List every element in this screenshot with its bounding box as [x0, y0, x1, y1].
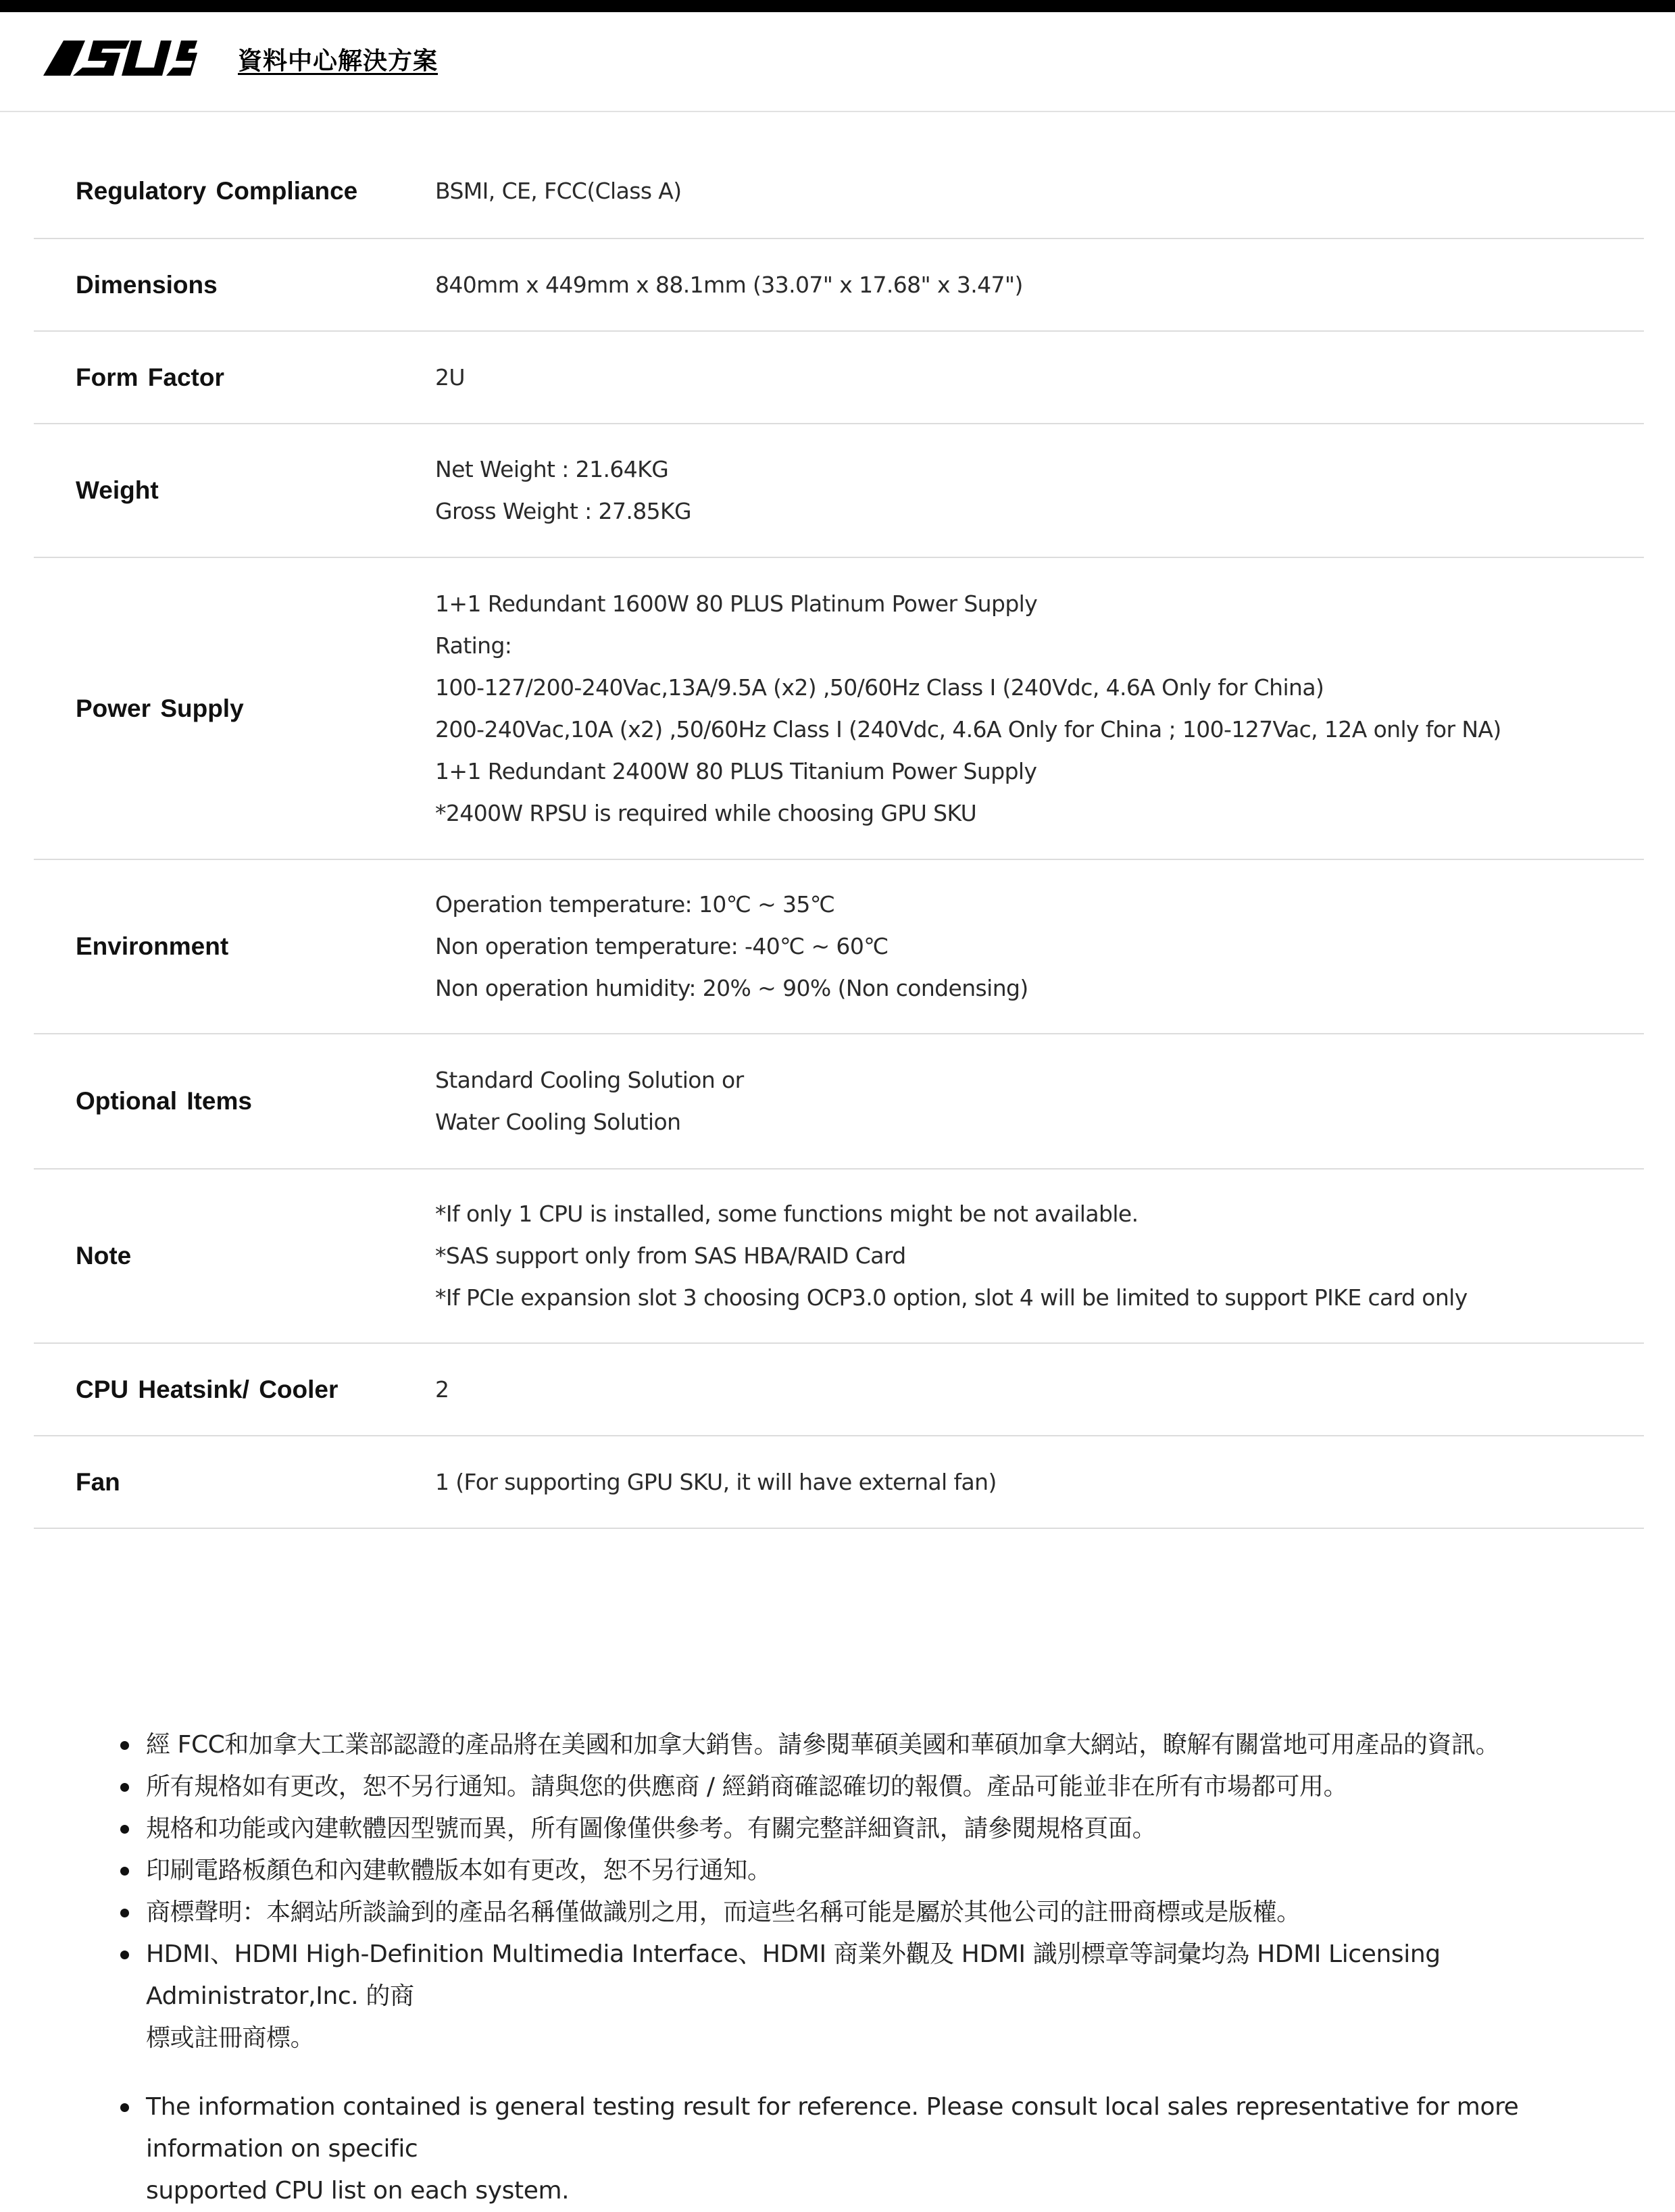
spec-value-line: Non operation humidity: 20% ~ 90% (Non condensing)	[435, 975, 1028, 1001]
spec-value	[435, 1461, 1644, 1503]
spec-row-weight	[34, 424, 1644, 558]
disclaimer-text: 商標聲明：本網站所談論到的產品名稱僅做識別之用，而這些名稱可能是屬於其他公司的註冊商標或是版權。	[146, 1899, 1301, 1926]
spec-value	[435, 170, 1644, 212]
spec-value	[435, 583, 1644, 834]
spec-row-optional-items	[34, 1034, 1644, 1170]
site-header	[0, 12, 1675, 112]
spec-label: Note	[76, 1242, 132, 1270]
spec-value-line: Rating:	[435, 632, 512, 659]
spec-label: Power Supply	[76, 694, 244, 722]
spec-value-line: Non operation temperature: -40℃ ~ 60℃	[435, 933, 889, 959]
spec-value-line: *SAS support only from SAS HBA/RAID Card	[435, 1242, 906, 1269]
spec-row-dimensions	[34, 239, 1644, 332]
spec-value-line: Standard Cooling Solution or	[435, 1067, 744, 1093]
spec-value-line: 100-127/200-240Vac,13A/9.5A (x2) ,50/60Hz Class I (240Vdc, 4.6A Only for China)	[435, 674, 1324, 701]
spec-row-fan	[34, 1436, 1644, 1529]
disclaimer-notes	[119, 1724, 1572, 2212]
disclaimer-list	[119, 1724, 1572, 2212]
spec-row-note	[34, 1170, 1644, 1344]
spec-label: Dimensions	[76, 270, 218, 299]
spec-value-line: Operation temperature: 10℃ ~ 35℃	[435, 891, 835, 918]
disclaimer-item	[119, 1850, 1572, 1892]
spec-label: CPU Heatsink/ Cooler	[76, 1375, 339, 1403]
spec-value-line: *2400W RPSU is required while choosing GPU SKU	[435, 799, 977, 826]
spec-value	[435, 1059, 1644, 1143]
spec-row-form-factor	[34, 332, 1644, 424]
asus-logo-text: ASUS	[41, 38, 43, 39]
disclaimer-text: 經 FCC和加拿大工業部認證的產品將在美國和加拿大銷售。請參閱華碩美國和華碩加拿大網站，瞭解有關當地可用產品的資訊。	[146, 1731, 1500, 1759]
top-bar	[0, 0, 1675, 12]
spec-value-line: 200-240Vac,10A (x2) ,50/60Hz Class I (240Vdc, 4.6A Only for China ; 100-127Vac, 12A only for NA)	[435, 715, 1501, 743]
disclaimer-item	[119, 1892, 1572, 1934]
spec-value	[435, 449, 1644, 532]
spec-value-line: 1+1 Redundant 1600W 80 PLUS Platinum Power Supply	[435, 590, 1038, 617]
spec-row-cpu-heatsink-cooler	[34, 1344, 1644, 1436]
spec-label: Optional Items	[76, 1087, 252, 1115]
spec-value-line: *If PCIe expansion slot 3 choosing OCP3.0 option, slot 4 will be limited to support PIKE card only	[435, 1284, 1468, 1311]
spec-value-line: 2	[435, 1376, 449, 1403]
datacenter-solutions-link[interactable]: 資料中心解決方案	[238, 47, 439, 75]
disclaimer-text: HDMI、HDMI High-Definition Multimedia Interface、HDMI 商業外觀及 HDMI 識別標章等詞彙均為 HDMI Licensing Administrator,Inc. 的商	[146, 1940, 1441, 2010]
disclaimer-item	[119, 1934, 1572, 2059]
disclaimer-text: 印刷電路板顏色和內建軟體版本如有更改，恕不另行通知。	[146, 1857, 772, 1884]
spec-value-line: Water Cooling Solution	[435, 1109, 681, 1135]
spec-value	[435, 884, 1644, 1009]
spec-value-line: *If only 1 CPU is installed, some functions might be not available.	[435, 1201, 1139, 1227]
spec-value-line: Gross Weight : 27.85KG	[435, 498, 692, 524]
spec-value-line: 2U	[435, 363, 465, 391]
asus-logo[interactable]	[41, 38, 197, 77]
spec-value-line: BSMI, CE, FCC(Class A)	[435, 178, 682, 204]
spec-value	[435, 1193, 1644, 1319]
disclaimer-item	[119, 2086, 1572, 2212]
spec-value	[435, 357, 1644, 399]
disclaimer-text: 規格和功能或內建軟體因型號而異，所有圖像僅供參考。有關完整詳細資訊，請參閱規格頁面。	[146, 1815, 1157, 1842]
spec-value-line: Net Weight : 21.64KG	[435, 456, 669, 482]
spec-value-line: 840mm x 449mm x 88.1mm (33.07" x 17.68" x 3.47")	[435, 271, 1023, 298]
spec-value	[435, 1369, 1644, 1411]
disclaimer-item	[119, 1808, 1572, 1850]
spec-row-power-supply	[34, 558, 1644, 860]
disclaimer-item	[119, 1724, 1572, 1766]
spec-table	[34, 145, 1644, 1529]
spec-value-line: 1+1 Redundant 2400W 80 PLUS Titanium Power Supply	[435, 757, 1037, 784]
disclaimer-text: 所有規格如有更改，恕不另行通知。請與您的供應商 / 經銷商確認確切的報價。產品可能並非在所有市場都可用。	[146, 1773, 1348, 1801]
spec-label: Weight	[76, 476, 159, 504]
spec-label: Form Factor	[76, 363, 224, 391]
spec-label: Fan	[76, 1467, 120, 1496]
spec-value-line: 1 (For supporting GPU SKU, it will have external fan)	[435, 1468, 997, 1495]
spec-row-environment	[34, 860, 1644, 1034]
spec-label: Regulatory Compliance	[76, 177, 358, 205]
disclaimer-text: 標或註冊商標。	[146, 2024, 315, 2052]
disclaimer-item	[119, 1766, 1572, 1808]
spec-label: Environment	[76, 932, 229, 960]
disclaimer-text: The information contained is general testing result for reference. Please consult local sales representative for more information on specific	[146, 2093, 1519, 2163]
disclaimer-text: supported CPU list on each system.	[146, 2177, 570, 2205]
spec-value	[435, 264, 1644, 306]
spec-row-regulatory-compliance	[34, 145, 1644, 239]
